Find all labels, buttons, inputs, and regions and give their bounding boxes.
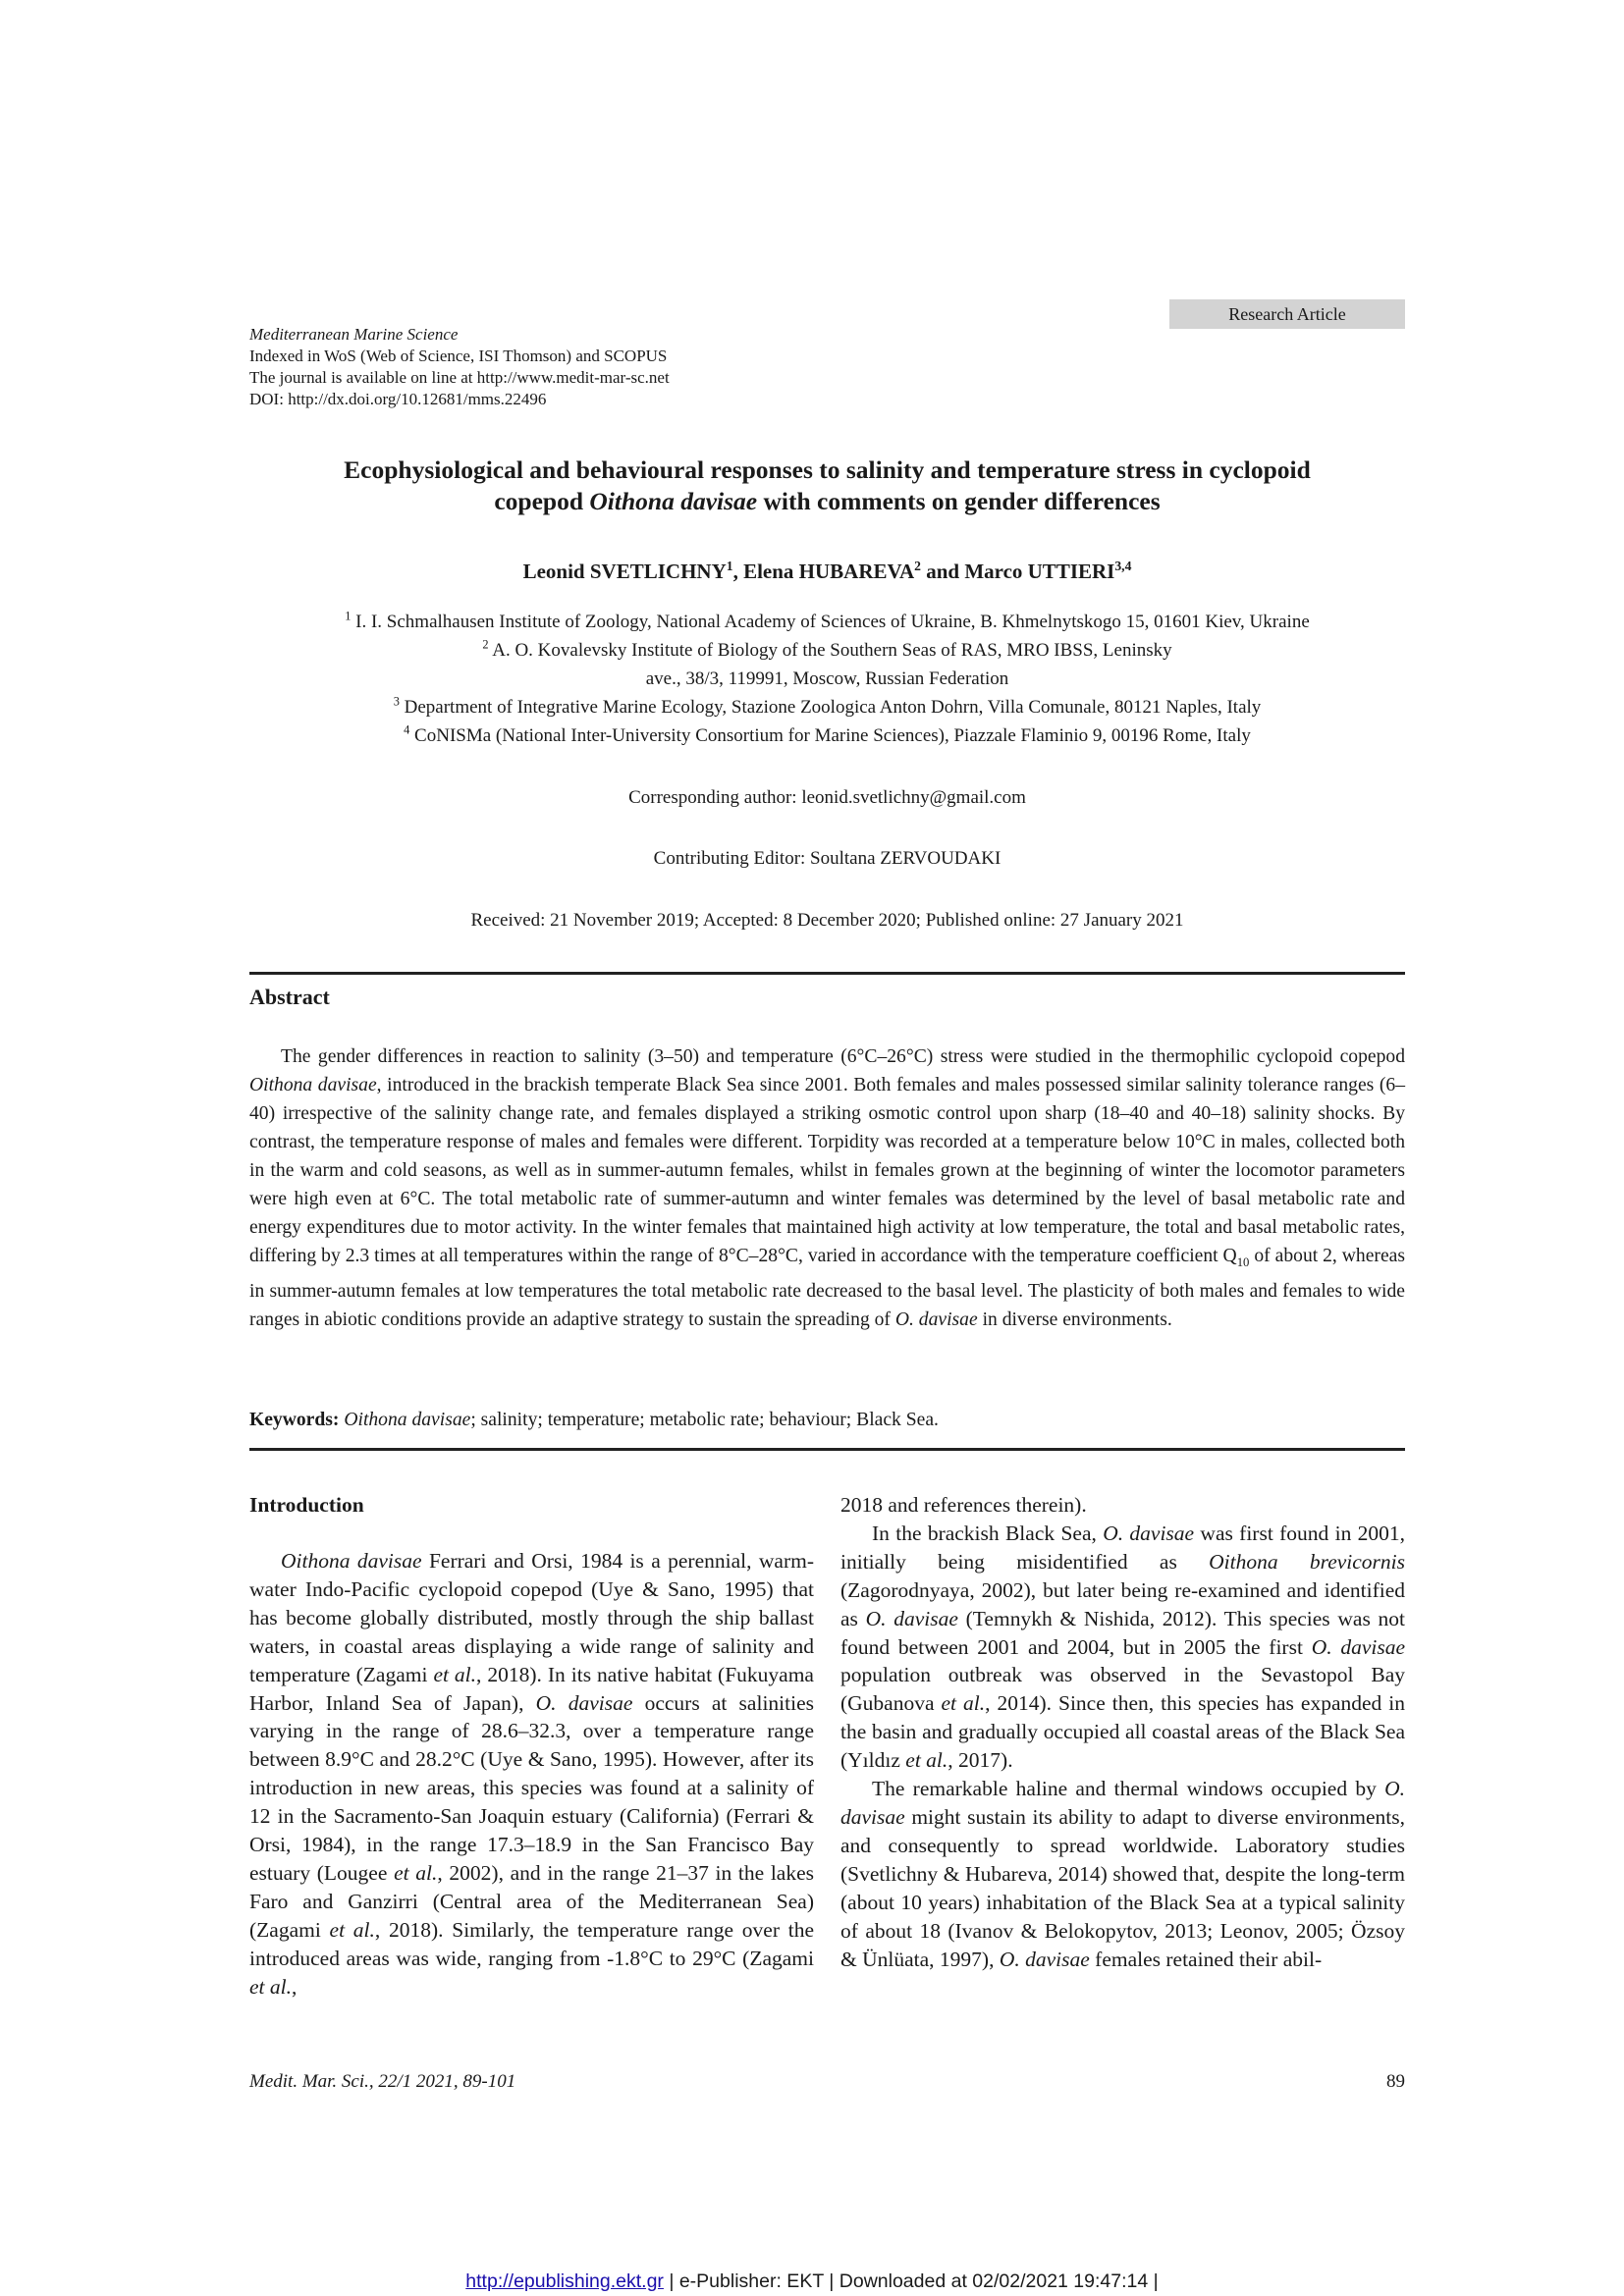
section-divider <box>249 972 1405 975</box>
epublishing-link[interactable]: http://epublishing.ekt.gr <box>465 2270 664 2292</box>
title-text: with comments on gender differences <box>757 487 1161 515</box>
affiliation-text: A. O. Kovalevsky Institute of Biology of the Southern Seas of RAS, MRO IBSS, Leninsky <box>492 640 1172 661</box>
intro-paragraph <box>840 1520 1405 1775</box>
intro-text: , 2014). Since then, this species has expanded in the basin and gradually occupied all coastal areas of the Black Sea (Yıldız <box>840 1691 1405 1773</box>
intro-text: Ferrari and Orsi, 1984 is a perennial, warm-water Indo-Pacific cyclopoid copepod (Uye & Sano, 1995) that has become globally distributed, mostly through the ship ballast waters, in coastal areas displaying a wide range of salinity and temperature (Zagami <box>249 1549 814 1686</box>
intro-heading: Introduction <box>249 1493 364 1517</box>
download-info: | e-Publisher: EKT | Downloaded at 02/02/2021 19:47:14 | <box>663 2270 1159 2292</box>
intro-italic-term: et al. <box>329 1917 375 1942</box>
page-number: 89 <box>1386 2071 1405 2092</box>
author-name: Elena HUBAREVA <box>743 560 915 583</box>
download-notice <box>0 2270 1624 2293</box>
intro-text: population outbreak was observed in the Sevastopol Bay (Gubanova <box>840 1663 1405 1716</box>
author-list <box>249 558 1405 585</box>
corresponding-author: Corresponding author: leonid.svetlichny@gmail.com <box>628 787 1026 808</box>
contributing-editor: Contributing Editor: Soultana ZERVOUDAKI <box>653 848 1001 869</box>
intro-text: , 2017). <box>947 1748 1013 1773</box>
title-line-1: Ecophysiological and behavioural responses to salinity and temperature stress in cyclopoid <box>344 455 1311 484</box>
article-title <box>249 454 1405 517</box>
affiliation <box>249 721 1405 750</box>
intro-text: , 2018). In its native habitat (Fukuyama Harbor, Inland Sea of Japan), <box>249 1662 814 1715</box>
intro-italic-term: et al. <box>249 1974 292 1999</box>
author-separator: , <box>732 560 744 583</box>
section-divider <box>249 1448 1405 1451</box>
intro-italic-term: Oithona brevicornis <box>1209 1549 1406 1574</box>
intro-text: might sustain its ability to adapt to diverse environments, and consequently to spread worldwide. Laboratory studies (Svetlichny & Hubareva, 2014) showed that, despite the long-term (about 10 years) inhabitation of the Black Sea at a typical salinity of about 18 (Ivanov & Belokopytov, 2013; Leonov, 2005; Özsoy & Ünlüata, 1997), <box>840 1804 1405 1971</box>
affiliation-text: CoNISMa (National Inter-University Consortium for Marine Sciences), Piazzale Flaminio 9, 00196 Rome, Italy <box>414 725 1251 746</box>
abstract-text: of about 2, whereas in summer-autumn females at low temperatures the total metabolic rate decreased to the basal level. The plasticity of both males and females to wide ranges in abiotic conditions provide an adaptive strategy to sustain the spreading of <box>249 1246 1405 1330</box>
intro-left-column <box>249 1491 814 2002</box>
journal-name: Mediterranean Marine Science <box>249 325 459 344</box>
abstract-species: O. davisae <box>894 1308 978 1330</box>
abstract-text: in diverse environments. <box>977 1308 1172 1330</box>
abstract-text: The gender differences in reaction to salinity (3–50) and temperature (6°C–26°C) stress were studied in the thermophilic cyclopoid copepod <box>281 1046 1405 1067</box>
affiliation-text: I. I. Schmalhausen Institute of Zoology, National Academy of Sciences of Ukraine, B. Khmelnytskogo 15, 01601 Kiev, Ukraine <box>355 612 1310 632</box>
abstract-text: , introduced in the brackish temperate Black Sea since 2001. Both females and males possessed similar salinity tolerance ranges (6–40) irrespective of the salinity change rate, and females displayed a striking osmotic control upon sharp (18–40 and 40–18) salinity shocks. By contrast, the temperature response of males and females were different. Torpidity was recorded at a temperature below 10°C in males, collected both in the warm and cold seasons, as well as in summer-autumn females, whilst in females grown at the beginning of winter the locomotor parameters were high even at 6°C. The total metabolic rate of summer-autumn and winter females was determined by the level of basal metabolic rate and energy expenditures due to motor activity. In the winter females that maintained high activity at low temperature, the total and basal metabolic rates, differing by 2.3 times at all temperatures within the range of 8°C–28°C, varied in accordance with the temperature coefficient Q <box>249 1075 1406 1266</box>
affiliation <box>249 608 1405 636</box>
intro-italic-term: O. davisae <box>865 1606 958 1630</box>
intro-text: In the brackish Black Sea, <box>872 1521 1104 1545</box>
title-line-2 <box>249 486 1405 517</box>
intro-text: females retained their abil- <box>1089 1947 1323 1971</box>
title-species: Oithona davisae <box>589 487 758 515</box>
intro-italic-term: O. davisae <box>1103 1521 1195 1545</box>
journal-header <box>249 324 670 410</box>
intro-paragraph: 2018 and references therein). <box>840 1493 1087 1517</box>
abstract-subscript: 10 <box>1236 1255 1250 1269</box>
journal-indexed: Indexed in WoS (Web of Science, ISI Thomson) and SCOPUS <box>249 347 668 365</box>
abstract-body <box>249 1042 1405 1334</box>
intro-text: , 2002), and in the range 21–37 in the lakes Faro and Ganzirri (Central area of the Mediterranean Sea) (Zagami <box>249 1860 814 1942</box>
intro-text: , <box>292 1974 298 1999</box>
author-affiliation-mark: 3,4 <box>1114 559 1132 573</box>
journal-doi: DOI: http://dx.doi.org/10.12681/mms.22496 <box>249 390 547 408</box>
affiliations <box>249 608 1405 750</box>
intro-italic-term: et al. <box>394 1860 438 1885</box>
author-affiliation-mark: 1 <box>726 559 733 573</box>
intro-text: was first found in 2001, initially being misidentified as <box>840 1521 1406 1574</box>
author-name: Marco UTTIERI <box>964 560 1115 583</box>
intro-italic-term: O. davisae <box>840 1777 1405 1829</box>
keywords <box>249 1406 1405 1434</box>
intro-text: The remarkable haline and thermal windows occupied by <box>872 1777 1385 1801</box>
keyword-species: Oithona davisae <box>344 1410 471 1430</box>
intro-text: (Zagorodnyaya, 2002), but later being re-examined and identified as <box>840 1577 1405 1630</box>
intro-paragraph <box>840 1775 1405 1973</box>
intro-italic-term: et al. <box>941 1691 986 1716</box>
affiliation-mark: 1 <box>345 609 352 623</box>
intro-right-column <box>840 1491 1405 1973</box>
intro-italic-term: et al. <box>433 1662 477 1686</box>
affiliation <box>249 665 1405 693</box>
author-separator: and <box>920 560 965 583</box>
affiliation-mark: 4 <box>404 722 410 737</box>
intro-text: (Temnykh & Nishida, 2012). This species was not found between 2001 and 2004, but in 2005 the first <box>840 1606 1406 1659</box>
abstract-species: Oithona davisae <box>249 1075 377 1095</box>
keywords-list: ; salinity; temperature; metabolic rate; behaviour; Black Sea. <box>470 1410 939 1430</box>
affiliation <box>249 636 1405 665</box>
intro-text: , 2018). Similarly, the temperature range over the introduced areas was wide, ranging from -1.8°C to 29°C (Zagami <box>249 1917 814 1970</box>
affiliation-text: ave., 38/3, 119991, Moscow, Russian Federation <box>645 668 1009 689</box>
intro-italic-term: et al. <box>905 1748 948 1773</box>
abstract-heading: Abstract <box>249 985 330 1009</box>
journal-availability: The journal is available on line at http://www.medit-mar-sc.net <box>249 368 670 387</box>
intro-italic-term: O. davisae <box>535 1690 633 1715</box>
author-affiliation-mark: 2 <box>914 559 921 573</box>
article-type-badge: Research Article <box>1169 299 1405 329</box>
intro-paragraph <box>249 1547 814 2002</box>
footer-citation: Medit. Mar. Sci., 22/1 2021, 89-101 <box>249 2071 516 2092</box>
intro-italic-term: O. davisae <box>999 1947 1090 1971</box>
affiliation-mark: 2 <box>482 637 489 652</box>
affiliation-mark: 3 <box>393 694 400 709</box>
publication-dates: Received: 21 November 2019; Accepted: 8 December 2020; Published online: 27 January 2021 <box>470 910 1184 931</box>
author-name: Leonid SVETLICHNY <box>522 560 727 583</box>
affiliation-text: Department of Integrative Marine Ecology, Stazione Zoologica Anton Dohrn, Villa Comunale, 80121 Naples, Italy <box>404 697 1262 718</box>
title-text: copepod <box>494 487 590 515</box>
intro-italic-term: Oithona davisae <box>281 1549 422 1573</box>
keywords-label: Keywords: <box>249 1410 340 1430</box>
affiliation <box>249 693 1405 721</box>
intro-text: occurs at salinities varying in the range of 28.6–32.3, over a temperature range between 8.9°C and 28.2°C (Uye & Sano, 1995). However, after its introduction in new areas, this species was found at a salinity of 12 in the Sacramento-San Joaquin estuary (California) (Ferrari & Orsi, 1984), in the range 17.3–18.9 in the San Francisco Bay estuary (Lougee <box>249 1690 814 1885</box>
intro-italic-term: O. davisae <box>1311 1634 1406 1659</box>
